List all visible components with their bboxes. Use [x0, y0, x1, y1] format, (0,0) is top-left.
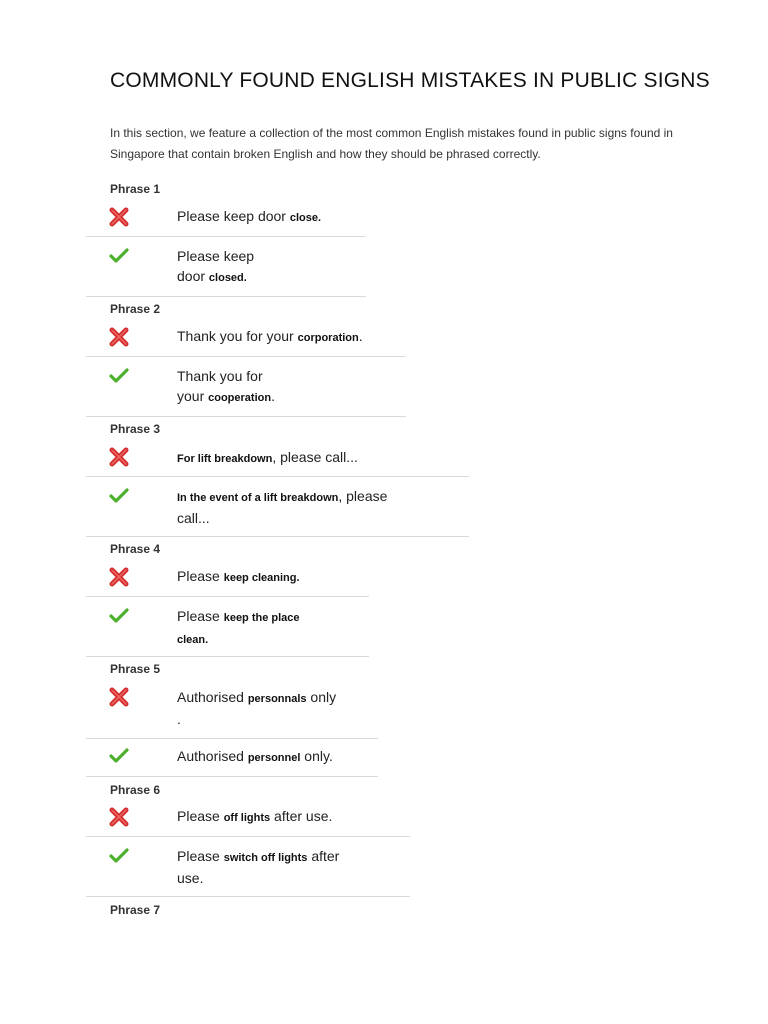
sign-text-line	[177, 508, 387, 528]
phrase-label: Phrase 4	[110, 542, 161, 556]
check-icon	[108, 846, 130, 868]
phrase-label: Phrase 5	[110, 662, 161, 676]
check-icon	[108, 366, 130, 388]
highlighted-word: corporation	[297, 332, 359, 344]
sign-text-line	[177, 366, 275, 386]
incorrect-sign-row	[86, 678, 378, 739]
sign-text-fragment: call...	[177, 510, 210, 526]
highlighted-word: cooperation	[208, 392, 272, 404]
check-icon	[108, 246, 130, 268]
sign-text-line	[177, 447, 358, 469]
incorrect-phrase	[177, 206, 321, 228]
check-icon	[108, 486, 130, 508]
correct-phrase	[177, 606, 300, 650]
correct-phrase	[177, 366, 275, 408]
correct-sign-row	[86, 738, 378, 777]
sign-text-fragment: Authorised	[177, 689, 248, 705]
sign-text-line	[177, 709, 336, 729]
sign-text-fragment: your	[177, 388, 209, 404]
incorrect-phrase	[177, 566, 300, 588]
incorrect-phrase	[177, 326, 363, 348]
sign-text-fragment: .	[358, 328, 363, 344]
cross-icon	[108, 566, 130, 588]
sign-text-line	[177, 746, 333, 768]
correct-sign-row	[86, 356, 406, 417]
correct-phrase	[177, 846, 339, 888]
highlighted-word: personnals	[247, 693, 307, 705]
sign-text-line	[177, 386, 275, 408]
sign-text-line	[177, 266, 254, 288]
sign-text-fragment: .	[271, 388, 275, 404]
highlighted-word: keep the place	[223, 612, 300, 624]
sign-text-line	[177, 206, 321, 228]
sign-text-line	[177, 326, 363, 348]
sign-text-line	[177, 246, 254, 266]
sign-text-fragment: .	[177, 711, 181, 727]
highlighted-word: closed.	[208, 272, 247, 284]
incorrect-phrase	[177, 687, 336, 729]
sign-text-line	[177, 566, 300, 588]
sign-text-fragment: Thank you for	[177, 368, 263, 384]
sign-text-line	[177, 628, 300, 650]
sign-text-fragment: Thank you for your	[177, 328, 298, 344]
highlighted-word: For lift breakdown	[177, 453, 273, 465]
highlighted-word: In the event of a lift breakdown	[177, 492, 339, 504]
cross-icon	[108, 326, 130, 348]
highlighted-word: clean.	[177, 634, 209, 646]
highlighted-word: keep cleaning.	[223, 572, 300, 584]
sign-text-line	[177, 486, 387, 508]
sign-text-line	[177, 868, 339, 888]
check-icon	[108, 606, 130, 628]
highlighted-word: personnel	[247, 752, 301, 764]
sign-text-fragment: Please	[177, 808, 224, 824]
phrase-label: Phrase 1	[110, 182, 161, 196]
phrase-label: Phrase 2	[110, 302, 161, 316]
highlighted-word: switch off lights	[223, 852, 308, 864]
correct-sign-row	[86, 596, 369, 657]
page-title: COMMONLY FOUND ENGLISH MISTAKES IN PUBLIC SIGNS	[110, 69, 710, 92]
incorrect-sign-row	[86, 318, 406, 357]
correct-phrase	[177, 246, 254, 288]
sign-text-line	[177, 846, 339, 868]
cross-icon	[108, 806, 130, 828]
sign-text-fragment: after	[307, 848, 340, 864]
sign-text-fragment: use.	[177, 870, 204, 886]
correct-sign-row	[86, 476, 469, 537]
sign-text-fragment: Authorised	[177, 748, 248, 764]
sign-text-fragment: Please	[177, 608, 224, 624]
cross-icon	[108, 446, 130, 468]
phrase-label: Phrase 3	[110, 422, 161, 436]
sign-text-fragment: Please	[177, 568, 224, 584]
sign-text-fragment: Please keep	[177, 248, 255, 264]
sign-text-fragment: , please	[338, 488, 388, 504]
sign-text-fragment: only	[306, 689, 337, 705]
sign-text-fragment: Please keep door	[177, 208, 290, 224]
incorrect-sign-row	[86, 798, 410, 837]
check-icon	[108, 746, 130, 768]
correct-sign-row	[86, 836, 410, 897]
sign-text-fragment: door	[177, 268, 209, 284]
correct-phrase	[177, 746, 333, 768]
cross-icon	[108, 206, 130, 228]
intro-paragraph: In this section, we feature a collection of the most common English mistakes found in public signs found in Singapore that contain broken English and how they should be phrased correctly.	[110, 126, 673, 161]
incorrect-sign-row	[86, 558, 369, 597]
phrase-label: Phrase 7	[110, 903, 161, 917]
sign-text-fragment: Please	[177, 848, 224, 864]
highlighted-word: close.	[289, 212, 322, 224]
sign-text-fragment: after use.	[270, 808, 333, 824]
correct-phrase	[177, 486, 387, 528]
highlighted-word: off lights	[223, 812, 271, 824]
incorrect-sign-row	[86, 198, 366, 237]
correct-sign-row	[86, 236, 366, 297]
cross-icon	[108, 686, 130, 708]
incorrect-sign-row	[86, 438, 469, 477]
sign-text-fragment: only.	[300, 748, 333, 764]
sign-text-fragment: , please call...	[272, 449, 358, 465]
incorrect-phrase	[177, 806, 332, 828]
incorrect-phrase	[177, 447, 358, 469]
phrase-label: Phrase 6	[110, 783, 161, 797]
sign-text-line	[177, 687, 336, 709]
sign-text-line	[177, 606, 300, 628]
sign-text-line	[177, 806, 332, 828]
